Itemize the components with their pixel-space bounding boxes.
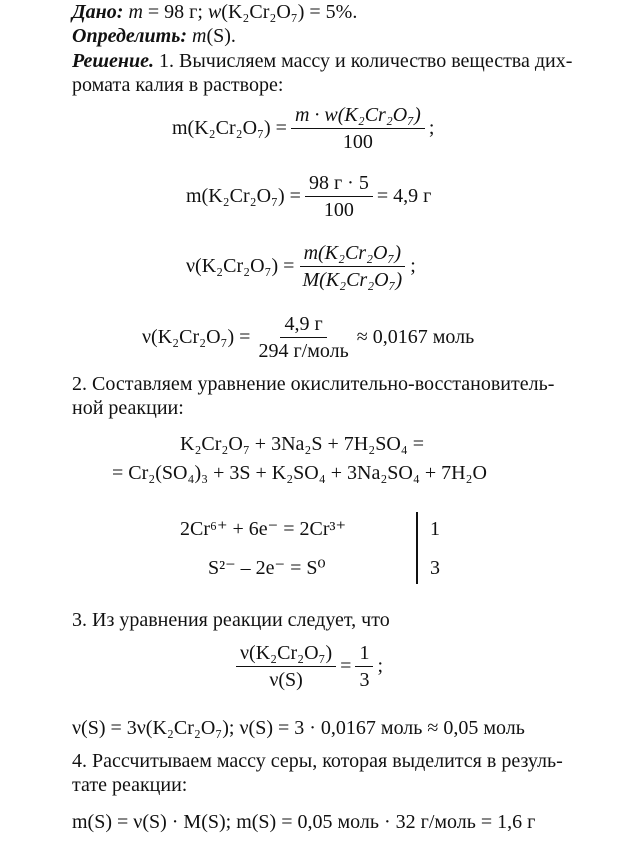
formula3-numerator: m(K₂Cr₂O₇) [300,242,406,267]
reaction-line2 [112,461,487,485]
given-w: w [207,1,222,23]
formula2-fraction [305,172,373,221]
formula-amount-definition [186,242,416,291]
reaction-products: = Cr₂(SO₄)₃ + 3S + K₂SO₄ + 3Na₂SO₄ + 7H₂O [112,462,487,484]
half-reaction-chromium [180,517,346,541]
formula5-right-denominator: 3 [359,669,370,691]
step1-text: 1. Вычисляем массу и количество вещества дих- [154,50,573,72]
formula3-lhs: ν(K₂Cr₂O₇) = [186,255,295,277]
formula5-left-numerator: ν(K₂Cr₂O₇) [236,642,336,667]
half1-equation: 2Cr⁶⁺ + 6e⁻ = 2Cr³⁺ [180,518,347,540]
half2-coefficient [430,556,440,580]
formula2-result: = 4,9 г [376,185,432,207]
formula-mass-definition [172,104,434,153]
formula7-text: m(S) = ν(S) · M(S); m(S) = 0,05 моль · 32 г/моль = 1,6 г [72,811,536,833]
electron-balance-divider [416,512,418,584]
step3-text: 3. Из уравнения реакции следует, что [72,609,390,631]
formula-sulfur-mass [72,810,535,834]
given-mass: = 98 г; [142,1,208,23]
half2-coef-value: 3 [430,557,440,579]
formula4-denominator: 294 г/моль [258,340,349,362]
reaction-line1 [180,432,424,456]
step4-text: 4. Рассчитываем массу серы, которая выделится в резуль- [72,750,563,772]
solution-step2-line2 [72,396,184,420]
formula4-lhs: ν(K₂Cr₂O₇) = [142,326,251,348]
find-target: (S). [206,25,236,47]
formula4-result: ≈ 0,0167 моль [356,326,475,348]
solution-step1-line2 [72,73,283,97]
solution-step2-line1 [72,372,554,396]
solution-step4-line1 [72,749,563,773]
formula4-fraction [254,313,352,362]
step2-text-cont: ной реакции: [72,397,184,419]
formula5-right-numerator: 1 [355,642,373,667]
reaction-reactants: K₂Cr₂O₇ + 3Na₂S + 7H₂SO₄ = [180,433,425,455]
formula3-denominator: M(K₂Cr₂O₇) [302,269,403,291]
given-m: m [128,1,143,23]
solution-label: Решение. [72,50,155,72]
formula5-equals: = [340,655,352,677]
find-label: Определить: [72,25,187,47]
formula3-fraction [298,242,406,291]
formula2-denominator: 100 [323,199,354,221]
formula-amount-calc [142,313,474,362]
step4-text-cont: тате реакции: [72,774,188,796]
formula1-tail: ; [428,117,435,139]
find-line [72,24,236,48]
find-m: m [192,25,207,47]
formula5-left-denominator: ν(S) [269,669,303,691]
formula4-numerator: 4,9 г [280,313,326,338]
step2-text: 2. Составляем уравнение окислительно-восстановитель- [72,373,555,395]
formula5-right-fraction [355,642,373,691]
formula1-lhs: m(K₂Cr₂O₇) = [172,117,287,139]
formula6-text: ν(S) = 3ν(K₂Cr₂O₇); ν(S) = 3 · 0,0167 моль ≈ 0,05 моль [72,717,525,739]
formula1-denominator: 100 [342,131,373,153]
formula5-tail: ; [377,655,384,677]
formula1-numerator: m · w(K₂Cr₂O₇) [291,104,425,129]
half-reaction-sulfur [208,556,326,580]
formula2-numerator: 98 г · 5 [305,172,373,197]
given-label: Дано: [72,1,124,23]
formula-ratio [232,642,383,691]
formula1-fraction [291,104,425,153]
half1-coefficient [430,517,440,541]
solution-step4-line2 [72,773,187,797]
half2-equation: S²⁻ – 2e⁻ = S⁰ [208,557,326,579]
formula-mass-calc [186,172,431,221]
given-line [72,0,357,24]
step1-text-cont: ромата калия в растворе: [72,74,284,96]
solution-step3-line1 [72,608,390,632]
formula-sulfur-amount [72,716,525,740]
solution-step1-line1 [72,49,572,73]
formula3-tail: ; [410,255,416,277]
formula2-lhs: m(K₂Cr₂O₇) = [186,185,301,207]
half1-coef-value: 1 [430,518,440,540]
given-fraction: (K₂Cr₂O₇) = 5%. [221,1,358,23]
formula5-left-fraction [236,642,336,691]
